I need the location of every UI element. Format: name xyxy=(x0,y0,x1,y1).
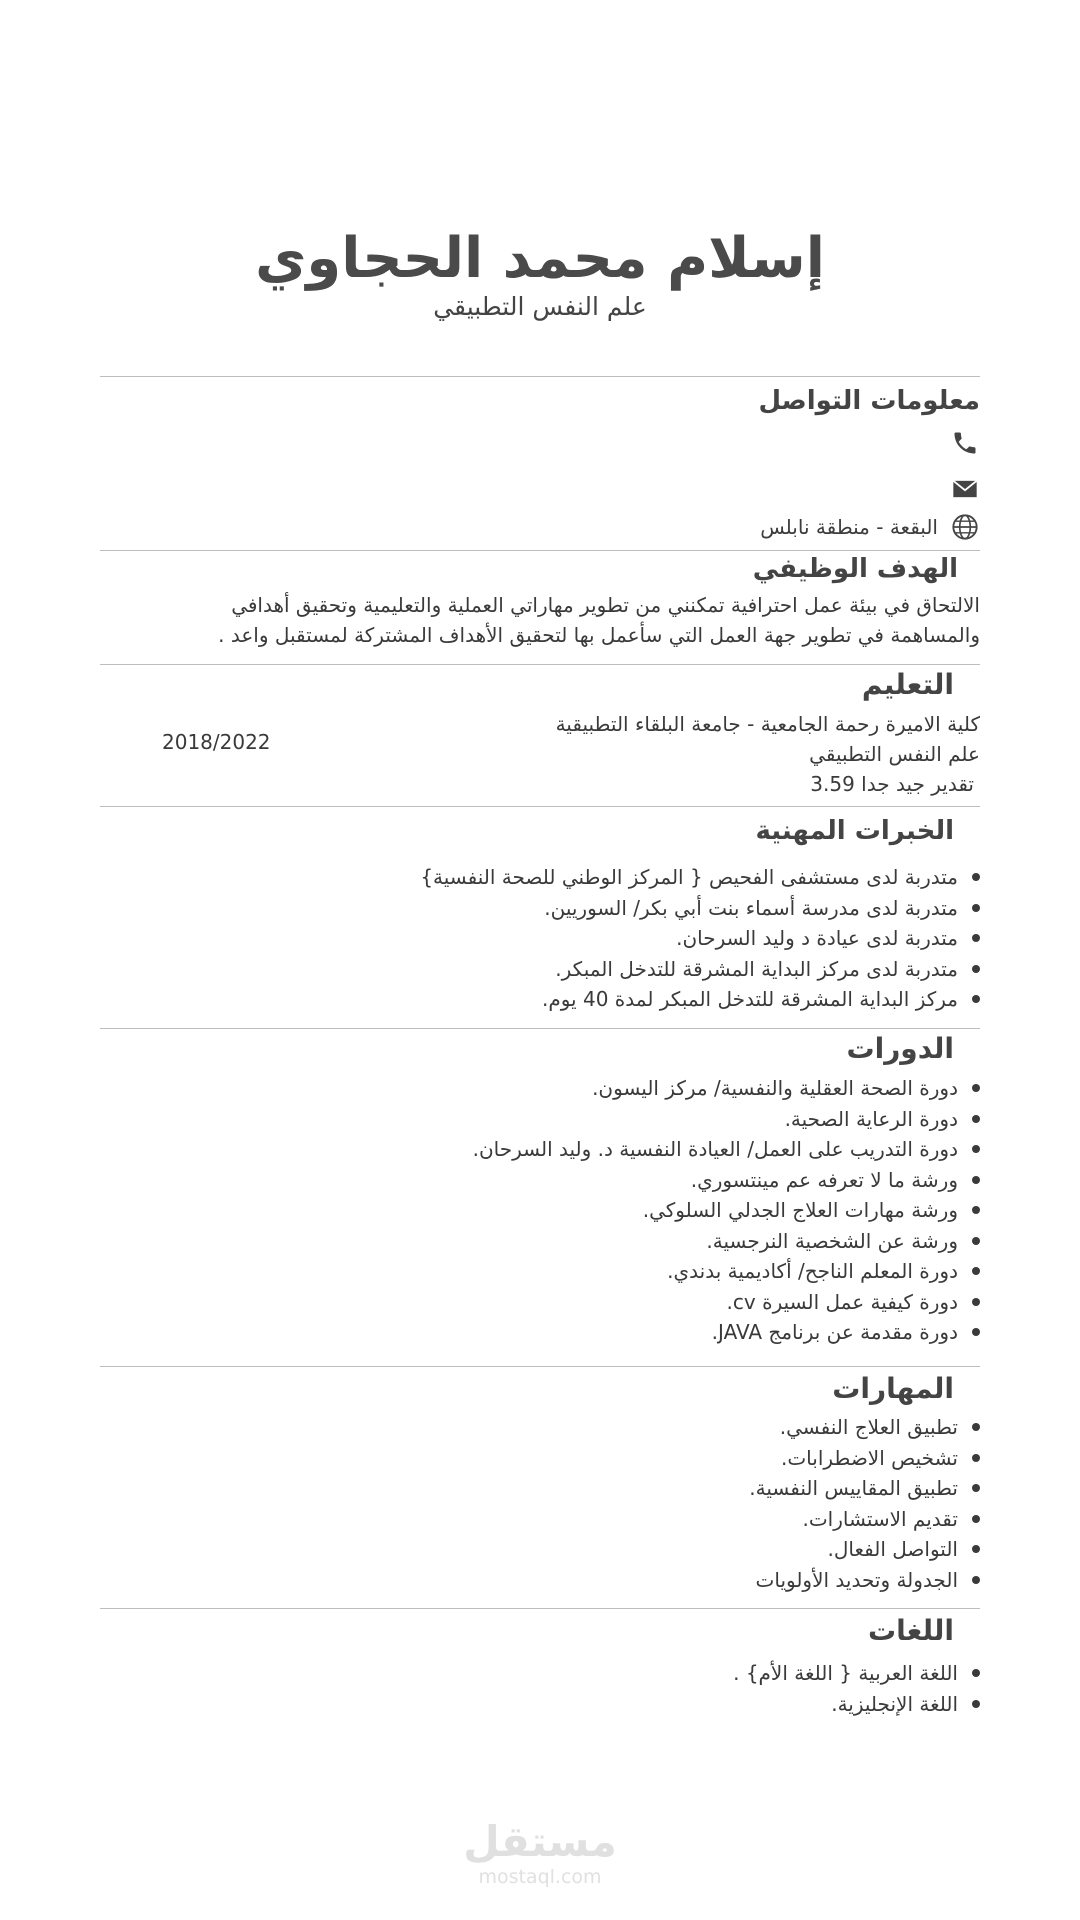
divider xyxy=(100,1028,980,1029)
list-item: تقديم الاستشارات. xyxy=(749,1504,980,1535)
experience-list xyxy=(420,862,980,1015)
list-item: اللغة الإنجليزية. xyxy=(733,1689,980,1720)
experience-title: الخبرات المهنية xyxy=(755,816,954,846)
list-item: دورة الصحة العقلية والنفسية/ مركز اليسون. xyxy=(473,1073,980,1104)
location-text: البقعة - منطقة نابلس xyxy=(760,515,938,539)
list-item: مركز البداية المشرقة للتدخل المبكر لمدة 40 يوم. xyxy=(420,984,980,1015)
list-item: تطبيق المقاييس النفسية. xyxy=(749,1473,980,1504)
list-item: التواصل الفعال. xyxy=(749,1534,980,1565)
languages-list xyxy=(733,1658,980,1719)
education-grade: تقدير جيد جدا 3.59 xyxy=(810,772,974,796)
email-row xyxy=(950,474,980,504)
skills-list xyxy=(749,1412,980,1595)
candidate-name: إسلام محمد الحجاوي xyxy=(255,226,825,291)
list-item: ورشة مهارات العلاج الجدلي السلوكي. xyxy=(473,1195,980,1226)
objective-line: والمساهمة في تطوير جهة العمل التي سأعمل بها لتحقيق الأهداف المشتركة لمستقبل واعد . xyxy=(218,623,980,647)
education-major: علم النفس التطبيقي xyxy=(809,742,980,766)
list-item: دورة المعلم الناجح/ أكاديمية بدندي. xyxy=(473,1256,980,1287)
divider xyxy=(100,1366,980,1367)
divider xyxy=(100,550,980,551)
education-institution: كلية الاميرة رحمة الجامعية - جامعة البلقاء التطبيقية xyxy=(555,712,980,736)
list-item: متدربة لدى عيادة د وليد السرحان. xyxy=(420,923,980,954)
location-row xyxy=(760,512,980,542)
list-item: متدربة لدى مركز البداية المشرقة للتدخل المبكر. xyxy=(420,954,980,985)
envelope-icon xyxy=(950,474,980,504)
divider xyxy=(100,376,980,377)
skills-title: المهارات xyxy=(832,1372,954,1405)
education-years: 2018/2022 xyxy=(162,730,271,754)
phone-icon xyxy=(950,428,980,458)
list-item: تطبيق العلاج النفسي. xyxy=(749,1412,980,1443)
list-item: الجدولة وتحديد الأولويات xyxy=(749,1565,980,1596)
objective-text xyxy=(130,590,980,650)
list-item: دورة الرعاية الصحية. xyxy=(473,1104,980,1135)
divider xyxy=(100,1608,980,1609)
list-item: ورشة ما لا تعرفه عم مينتسوري. xyxy=(473,1165,980,1196)
objective-line: الالتحاق في بيئة عمل احترافية تمكنني من تطوير مهاراتي العملية والتعليمية وتحقيق أهدافي xyxy=(231,593,980,617)
list-item: اللغة العربية { اللغة الأم} . xyxy=(733,1658,980,1689)
education-title: التعليم xyxy=(861,668,954,701)
phone-row xyxy=(950,428,980,458)
list-item: دورة مقدمة عن برنامج JAVA. xyxy=(473,1317,980,1348)
globe-icon xyxy=(950,512,980,542)
divider xyxy=(100,664,980,665)
list-item: دورة التدريب على العمل/ العيادة النفسية د. وليد السرحان. xyxy=(473,1134,980,1165)
watermark xyxy=(0,1818,1080,1888)
divider xyxy=(100,806,980,807)
list-item: ورشة عن الشخصية النرجسية. xyxy=(473,1226,980,1257)
languages-title: اللغات xyxy=(868,1614,954,1647)
courses-title: الدورات xyxy=(846,1032,954,1065)
list-item: دورة كيفية عمل السيرة cv. xyxy=(473,1287,980,1318)
list-item: متدربة لدى مدرسة أسماء بنت أبي بكر/ السوريين. xyxy=(420,893,980,924)
contact-title: معلومات التواصل xyxy=(758,386,980,416)
candidate-major: علم النفس التطبيقي xyxy=(433,292,647,321)
watermark-logo: مستقل xyxy=(463,1817,617,1866)
courses-list xyxy=(473,1073,980,1348)
objective-title: الهدف الوظيفي xyxy=(752,554,958,584)
list-item: متدربة لدى مستشفى الفحيص { المركز الوطني للصحة النفسية} xyxy=(420,862,980,893)
list-item: تشخيص الاضطرابات. xyxy=(749,1443,980,1474)
watermark-url: mostaql.com xyxy=(478,1866,602,1888)
